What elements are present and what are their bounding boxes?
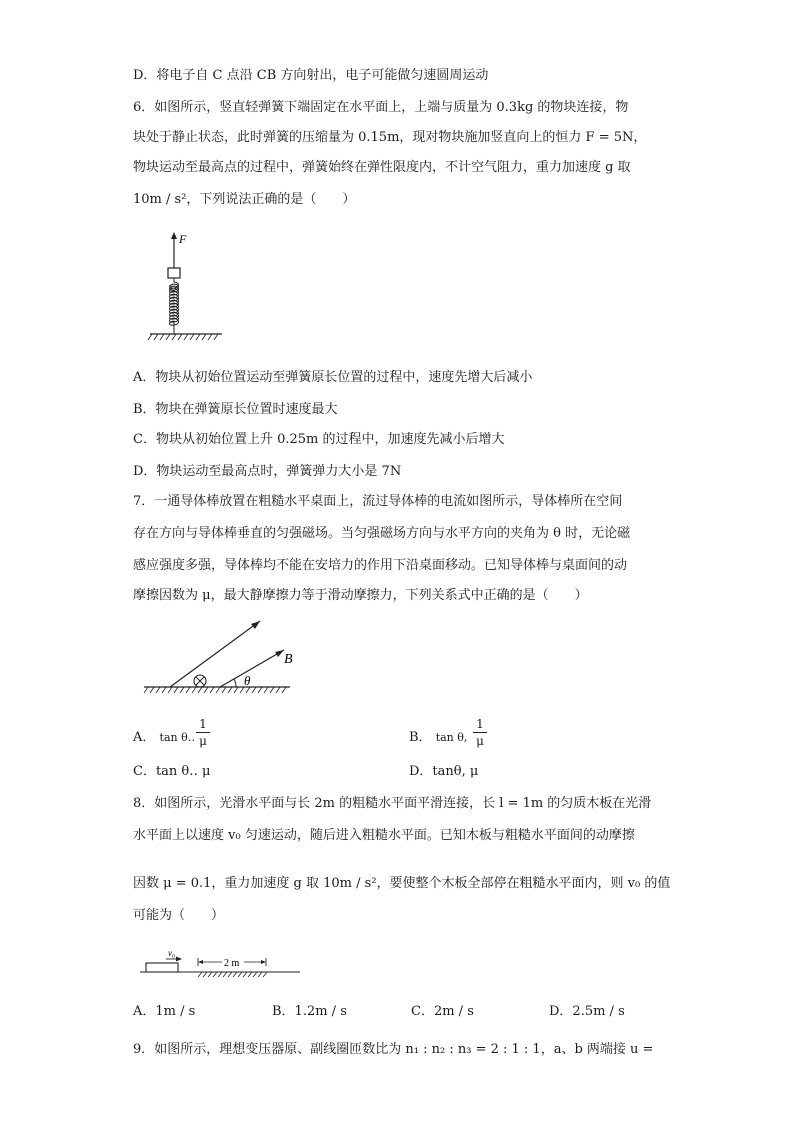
q8-option-a: A．1m / s — [133, 1004, 196, 1019]
q7-stem-line-2: 存在方向与导体棒垂直的匀强磁场。当匀强磁场方向与水平方向的夹角为 θ 时，无论磁 — [133, 526, 631, 541]
q6-option-c: C．物块从初始位置上升 0.25m 的过程中，加速度先减小后增大 — [133, 432, 505, 447]
q7-option-a-denominator: μ — [196, 732, 210, 749]
q8-stem-line-1: 8．如图所示，光滑水平面与长 2m 的粗糙水平面平滑连接，长 l = 1m 的匀质木板在光滑 — [133, 796, 652, 811]
q7-stem-line-1: 7．一通导体棒放置在粗糙水平桌面上，流过导体棒的电流如图所示，导体棒所在空间 — [133, 494, 623, 509]
q6-stem-line-4: 10m / s²，下列说法正确的是（ ） — [133, 192, 356, 207]
q7-magnetic-field-figure — [140, 615, 310, 697]
q7-option-a — [133, 728, 195, 748]
q6-stem-line-3: 物块运动至最高点的过程中，弹簧始终在弹性限度内，不计空气阻力，重力加速度 g 取 — [133, 160, 631, 175]
q7-option-b-prefix: B． — [409, 730, 432, 745]
q8-length-label: 2 m — [224, 958, 240, 969]
q6-force-label: F — [179, 232, 187, 246]
q6-stem-line-2: 块处于静止状态，此时弹簧的压缩量为 0.15m，现对物块施加竖直向上的恒力 F = 5N， — [133, 130, 647, 145]
q7-angle-label: θ — [244, 673, 251, 688]
q7-option-a-fraction — [196, 716, 210, 749]
q7-option-b-expr: tan θ, — [435, 731, 468, 744]
q7-option-b-numerator: 1 — [476, 717, 484, 731]
q7-option-b — [409, 728, 467, 748]
q6-block — [168, 268, 180, 278]
q7-field-label: B — [284, 652, 293, 667]
q8-stem-line-2: 水平面上以速度 v₀ 匀速运动，随后进入粗糙水平面。已知木板与粗糙水平面间的动摩擦 — [133, 828, 635, 843]
q5-option-d: D．将电子自 C 点沿 CB 方向射出，电子可能做匀速圆周运动 — [133, 68, 489, 83]
q6-option-a: A．物块从初始位置运动至弹簧原长位置的过程中，速度先增大后减小 — [133, 370, 533, 385]
q7-stem-line-4: 摩擦因数为 μ，最大静摩擦力等于滑动摩擦力，下列关系式中正确的是（ ） — [133, 588, 588, 603]
q7-option-d: D．tanθ, μ — [409, 764, 479, 779]
q6-option-d: D．物块运动至最高点时，弹簧弹力大小是 7N — [133, 464, 402, 479]
q6-spring — [170, 278, 179, 334]
q6-spring-figure — [140, 228, 240, 346]
q7-option-c: C．tan θ‥ μ — [133, 764, 211, 779]
q6-option-b: B．物块在弹簧原长位置时速度最大 — [133, 402, 338, 417]
q8-stem-line-3: 因数 μ = 0.1，重力加速度 g 取 10m / s²，要使整个木板全部停在粗糙水平面内，则 v₀ 的值 — [133, 876, 671, 891]
q8-board — [146, 963, 178, 972]
q7-option-a-numerator: 1 — [199, 717, 207, 731]
q7-option-a-prefix: A． — [133, 730, 156, 745]
q8-stem-line-4: 可能为（ ） — [133, 908, 225, 923]
q8-option-d: D．2.5m / s — [549, 1004, 625, 1019]
q7-option-b-denominator: μ — [473, 732, 487, 749]
q7-option-b-fraction — [473, 716, 487, 749]
q8-velocity-label: v₀ — [168, 948, 176, 958]
q8-board-figure — [140, 946, 302, 980]
q8-option-c: C．2m / s — [411, 1004, 474, 1019]
q6-stem-line-1: 6．如图所示，竖直轻弹簧下端固定在水平面上，上端与质量为 0.3kg 的物块连接，物 — [133, 100, 629, 115]
q9-stem-line-1: 9．如图所示，理想变压器原、副线圈匝数比为 n₁ : n₂ : n₃ = 2 : 1 : 1，a、b 两端接 u = — [133, 1042, 654, 1057]
q7-option-a-expr: tan θ‥ — [159, 731, 196, 744]
q8-option-b: B．1.2m / s — [272, 1004, 347, 1019]
q7-stem-line-3: 感应强度多强，导体棒均不能在安培力的作用下沿桌面移动。已知导体棒与桌面间的动 — [133, 558, 628, 573]
